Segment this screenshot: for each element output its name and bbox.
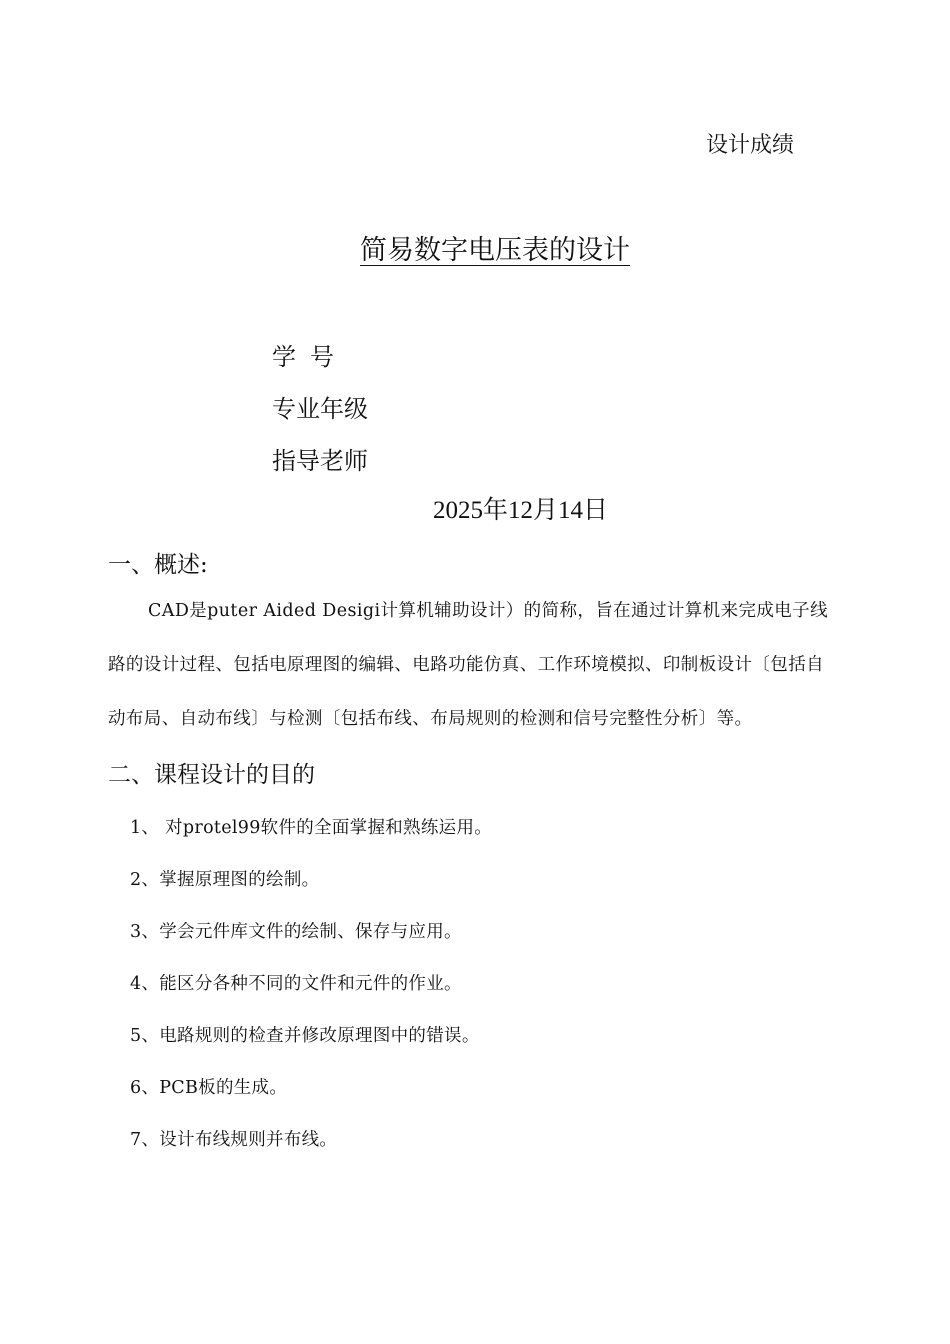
student-id-label: 学号 [272,343,348,371]
grade-label: 设计成绩 [706,133,795,158]
goal-list-item: 4、能区分各种不同的文件和元件的作业。 [130,974,462,994]
advisor-label: 指导老师 [272,447,368,475]
section-heading-goals: 二、课程设计的目的 [108,762,315,788]
goal-list-item: 5、电路规则的检查并修改原理图中的错误。 [130,1026,480,1046]
section-heading-overview: 一、概述: [108,552,208,578]
goal-list-item: 1、 对protel99软件的全面掌握和熟练运用。 [130,818,493,838]
overview-paragraph-line: 路的设计过程、包括电原理图的编辑、电路功能仿真、工作环境模拟、印制板设计〔包括自 [108,655,824,675]
document-title: 简易数字电压表的设计 [360,235,630,266]
goal-list-item: 6、PCB板的生成。 [130,1078,288,1098]
overview-paragraph-line: CAD是puter Aided Desigi计算机辅助设计）的简称，旨在通过计算机来完成电子线 [148,601,828,621]
goal-list-item: 7、设计布线规则并布线。 [130,1130,338,1150]
overview-paragraph-line: 动布局、自动布线〕与检测〔包括布线、布局规则的检测和信号完整性分析〕等。 [108,709,753,729]
goal-list-item: 3、学会元件库文件的绘制、保存与应用。 [130,922,462,942]
document-date: 2025年12月14日 [433,497,609,524]
major-grade-label: 专业年级 [272,395,368,423]
goal-list-item: 2、掌握原理图的绘制。 [130,870,320,890]
